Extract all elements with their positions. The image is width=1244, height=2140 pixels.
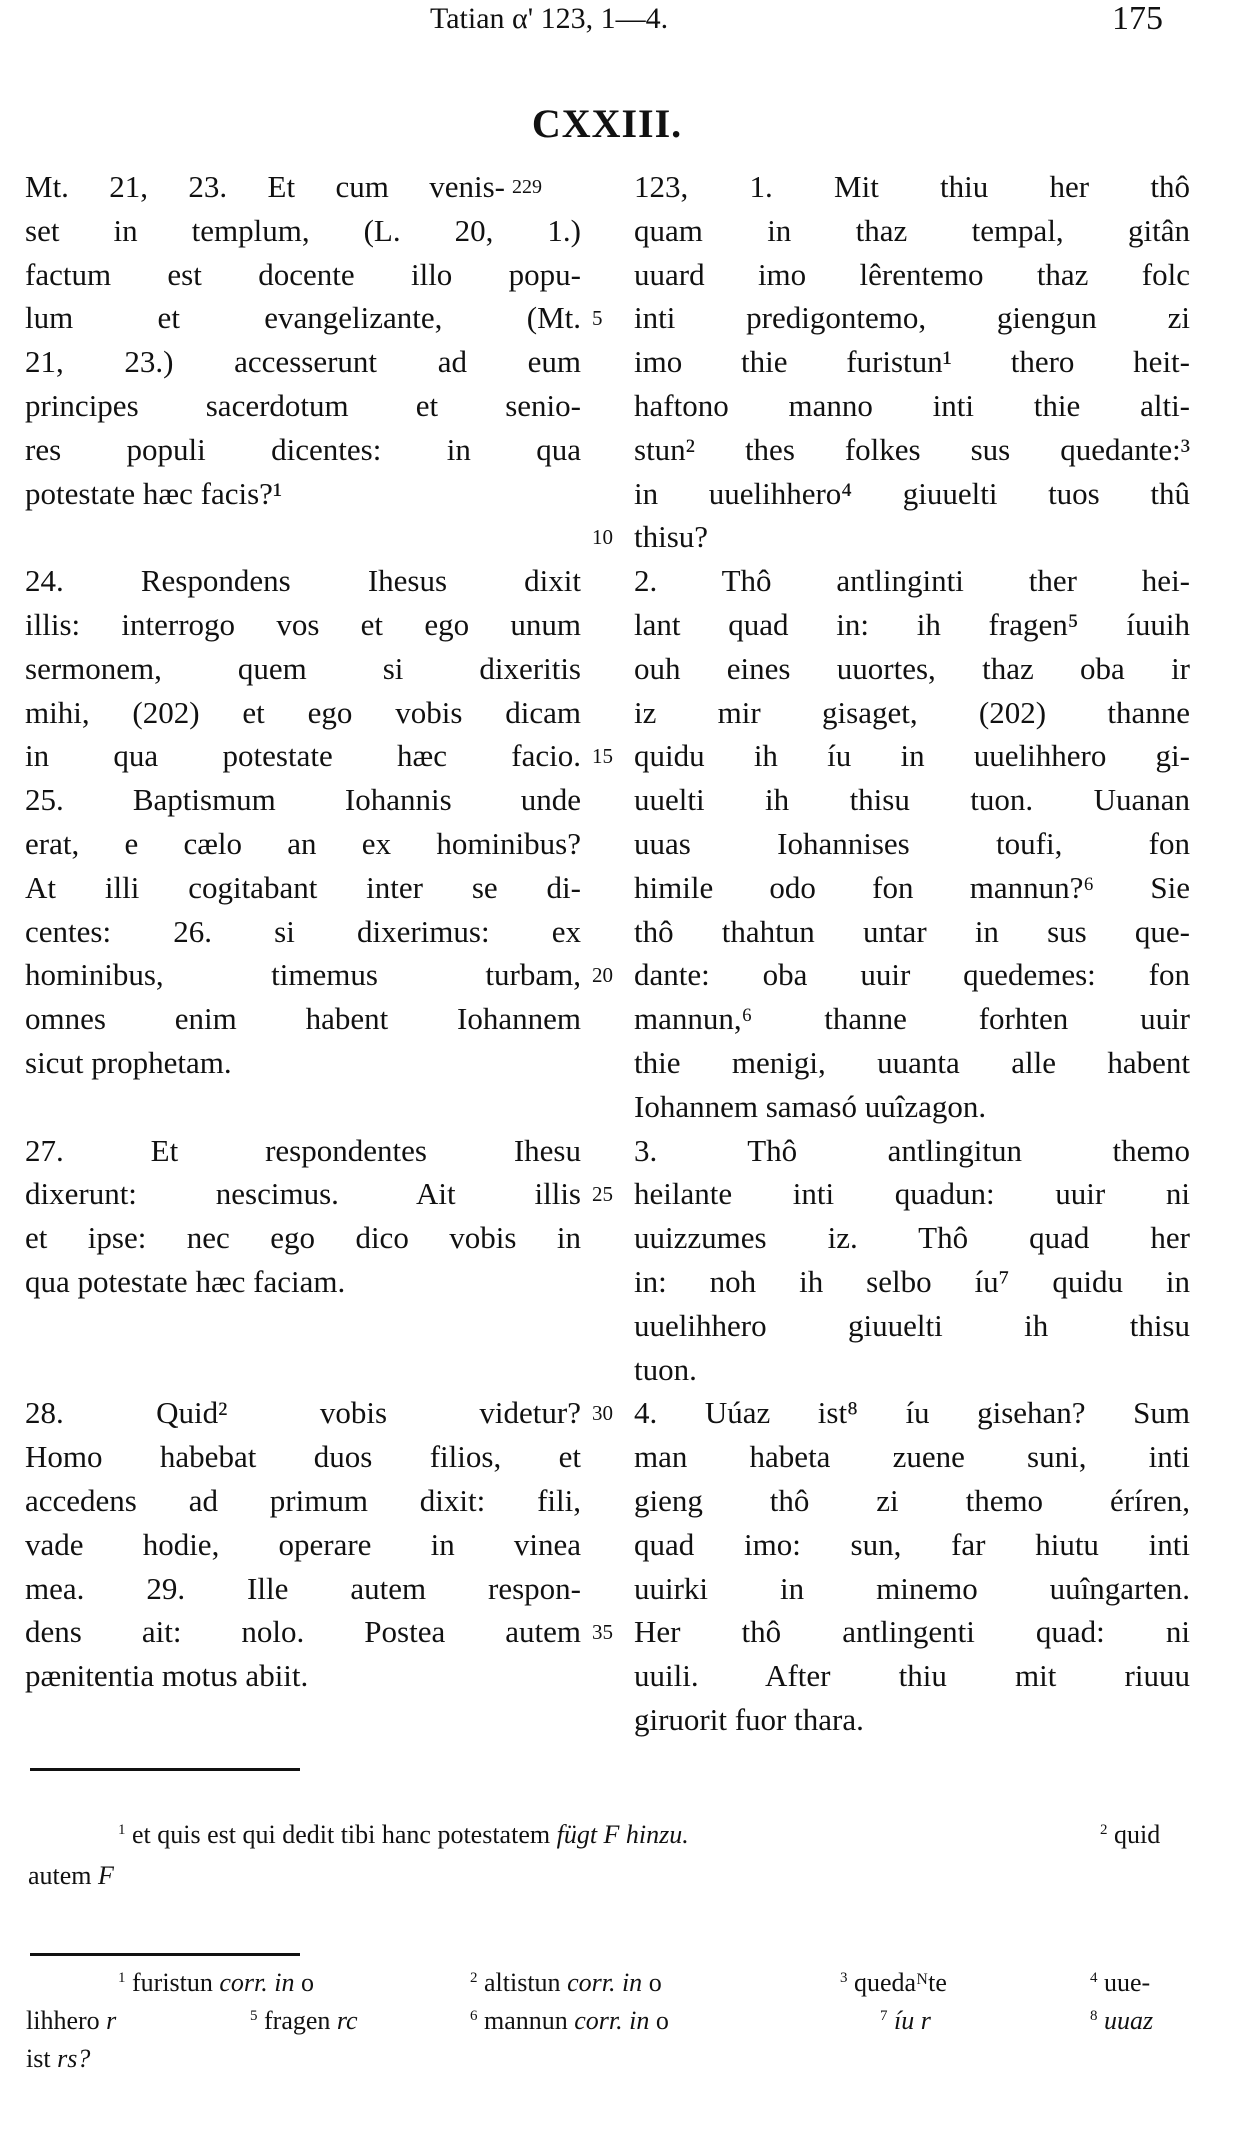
footnote-ohg xyxy=(840,1964,947,2002)
left-column-line: pænitentia motus abiit. xyxy=(25,1658,309,1694)
footnote-text: mannun xyxy=(484,2006,568,2035)
footnote-text: quedaᴺte xyxy=(854,1968,947,1997)
footnote-text: lihhero xyxy=(26,2006,100,2035)
footnote-ohg xyxy=(470,1964,662,2002)
right-column-line: 4. Uúaz ist⁸ íu gisehan? Sum xyxy=(634,1395,1190,1431)
left-column-line: 21, 23.) accesserunt ad eum xyxy=(25,344,581,380)
footnote-text: furistun xyxy=(132,1968,213,1997)
right-column-line: himile odo fon mannun?⁶ Sie xyxy=(634,869,1190,905)
left-column-line: 28. Quid² vobis videtur? xyxy=(25,1395,581,1431)
footnote-text: autem xyxy=(28,1861,92,1890)
footnote-latin-2-cont xyxy=(28,1857,114,1895)
left-column-line: lum et evangelizante, (Mt. xyxy=(25,300,581,336)
right-column-line: quad imo: sun, far hiutu inti xyxy=(634,1526,1190,1562)
footnote-rule xyxy=(30,1953,300,1956)
left-column-line: set in templum, (L. 20, 1.) xyxy=(25,212,581,248)
footnote-mark: 7 xyxy=(880,2008,888,2024)
footnote-text: et quis est qui dedit tibi hanc potestatem xyxy=(132,1820,551,1849)
right-column-line: imo thie furistun¹ thero heit- xyxy=(634,344,1190,380)
right-column-line: quidu ih íu in uuelihhero gi- xyxy=(634,738,1190,774)
footnote-text: uue- xyxy=(1104,1968,1151,1997)
left-column-line: omnes enim habent Iohannem xyxy=(25,1001,581,1037)
left-column-line: Mt. 21, 23. Et cum venis- xyxy=(25,169,505,204)
left-column-line: Homo habebat duos filios, et xyxy=(25,1439,581,1475)
left-column-line: sicut prophetam. xyxy=(25,1045,232,1080)
footnote-ohg xyxy=(470,2002,669,2040)
right-column-line: uuili. After thiu mit riuuu xyxy=(634,1658,1190,1694)
footnote-tail: o xyxy=(301,1968,315,1997)
right-column-line: heilante inti quadun: uuir ni xyxy=(634,1176,1190,1212)
right-column-line: uuirki in minemo uuîngarten. xyxy=(634,1570,1190,1606)
left-column-line: At illi cogitabant inter se di- xyxy=(25,869,581,905)
right-column-line: haftono manno inti thie alti- xyxy=(634,388,1190,423)
right-column-line: 3. Thô antlingitun themo xyxy=(634,1132,1190,1168)
margin-note: 229 xyxy=(512,176,542,198)
page-number: 175 xyxy=(1112,0,1163,37)
right-column-line: mannun,⁶ thanne forhten uuir xyxy=(634,1001,1190,1037)
right-column-line: quam in thaz tempal, gitân xyxy=(634,212,1190,248)
line-number: 25 xyxy=(592,1182,613,1207)
footnote-italic: corr. in xyxy=(567,1968,643,1997)
footnote-tail: o xyxy=(655,2006,669,2035)
footnote-text: ist xyxy=(26,2044,51,2073)
footnote-italic: rc xyxy=(336,2006,358,2035)
right-column-line: uuas Iohannises toufi, fon xyxy=(634,826,1190,861)
right-column-line: 2. Thô antlinginti ther hei- xyxy=(634,563,1190,599)
right-column-line: 123, 1. Mit thiu her thô xyxy=(634,169,1190,204)
footnote-mark: 1 xyxy=(118,1822,126,1838)
left-column-line: dixerunt: nescimus. Ait illis xyxy=(25,1176,581,1212)
right-column-line: gieng thô zi themo éríren, xyxy=(634,1483,1190,1518)
left-column-line: centes: 26. si dixerimus: ex xyxy=(25,913,581,949)
left-column-line: qua potestate hæc faciam. xyxy=(25,1264,346,1299)
right-column-line: dante: oba uuir quedemes: fon xyxy=(634,957,1190,993)
right-column-line: ouh eines uuortes, thaz oba ir xyxy=(634,650,1190,686)
footnote-italic: corr. in xyxy=(219,1968,295,1997)
line-number: 30 xyxy=(592,1401,613,1426)
right-column-line: uuizzumes iz. Thô quad her xyxy=(634,1220,1190,1256)
chapter-heading: CXXIII. xyxy=(531,101,683,146)
footnote-italic: fügt F hinzu. xyxy=(556,1820,689,1849)
left-column-line: sermonem, quem si dixeritis xyxy=(25,650,581,686)
footnote-text: fragen xyxy=(264,2006,331,2035)
left-column-line: mea. 29. Ille autem respon- xyxy=(25,1570,581,1606)
footnote-ohg xyxy=(880,2002,931,2040)
footnote-ohg xyxy=(250,2002,358,2040)
left-column-line: erat, e cælo an ex hominibus? xyxy=(25,826,581,861)
footnote-rule xyxy=(30,1768,300,1771)
right-column-line: uuelti ih thisu tuon. Uuanan xyxy=(634,782,1190,818)
footnote-tail: o xyxy=(648,1968,662,1997)
footnote-italic: F xyxy=(98,1861,114,1890)
footnote-ohg xyxy=(1090,1964,1150,2002)
left-column-line: dens ait: nolo. Postea autem xyxy=(25,1614,581,1650)
right-column-line: thô thahtun untar in sus que- xyxy=(634,913,1190,949)
left-column-line: et ipse: nec ego dico vobis in xyxy=(25,1220,581,1256)
footnote-italic: corr. in xyxy=(574,2006,650,2035)
right-column-line: lant quad in: ih fragen⁵ íuuih xyxy=(634,607,1190,642)
right-column-line: Iohannem samasó uuîzagon. xyxy=(634,1088,987,1124)
footnote-mark: 3 xyxy=(840,1970,848,1986)
line-number: 20 xyxy=(592,963,613,988)
right-column-line: in: noh ih selbo íu⁷ quidu in xyxy=(634,1264,1190,1299)
footnote-ohg xyxy=(118,1964,314,2002)
left-column-line: vade hodie, operare in vinea xyxy=(25,1526,581,1562)
footnote-latin-2 xyxy=(1100,1816,1160,1854)
running-title: Tatian α' 123, 1—4. xyxy=(430,2,669,35)
footnote-mark: 5 xyxy=(250,2008,258,2024)
right-column-line: inti predigontemo, giengun zi xyxy=(634,300,1190,336)
footnote-text: altistun xyxy=(484,1968,561,1997)
right-column-line: thie menigi, uuanta alle habent xyxy=(634,1045,1190,1080)
footnote-mark: 8 xyxy=(1090,2008,1098,2024)
left-column-line: factum est docente illo popu- xyxy=(25,256,581,292)
left-column-line: 25. Baptismum Iohannis unde xyxy=(25,782,581,818)
footnote-mark: 6 xyxy=(470,2008,478,2024)
footnote-mark: 1 xyxy=(118,1970,126,1986)
footnote-ohg xyxy=(26,2002,116,2040)
right-column-line: uuelihhero giuuelti ih thisu xyxy=(634,1307,1190,1343)
left-column-line: illis: interrogo vos et ego unum xyxy=(25,607,581,642)
footnote-text: quid xyxy=(1114,1820,1161,1849)
line-number: 5 xyxy=(592,306,603,331)
left-column-line: res populi dicentes: in qua xyxy=(25,431,581,467)
right-column-line: iz mir gisaget, (202) thanne xyxy=(634,694,1190,730)
footnote-italic: uuaz xyxy=(1104,2006,1154,2035)
right-column-line: stun² thes folkes sus quedante:³ xyxy=(634,431,1190,467)
right-column-line: thisu? xyxy=(634,519,709,555)
left-column-line: hominibus, timemus turbam, xyxy=(25,957,581,993)
footnote-mark: 4 xyxy=(1090,1970,1098,1986)
footnote-italic: íu r xyxy=(894,2006,931,2035)
line-number: 35 xyxy=(592,1620,613,1645)
right-column-line: tuon. xyxy=(634,1351,697,1387)
footnote-italic: rs? xyxy=(57,2044,91,2073)
footnote-mark: 2 xyxy=(1100,1822,1108,1838)
footnote-latin-1 xyxy=(118,1816,689,1854)
left-column-line: 27. Et respondentes Ihesu xyxy=(25,1132,581,1168)
left-column-line: accedens ad primum dixit: fili, xyxy=(25,1483,581,1518)
footnote-mark: 2 xyxy=(470,1970,478,1986)
left-column-line: 24. Respondens Ihesus dixit xyxy=(25,563,581,599)
footnote-ohg xyxy=(26,2040,90,2078)
left-column-line: potestate hæc facis?¹ xyxy=(25,475,283,511)
line-number: 10 xyxy=(592,525,613,550)
right-column-line: man habeta zuene suni, inti xyxy=(634,1439,1190,1475)
left-column-line: principes sacerdotum et senio- xyxy=(25,388,581,423)
right-column-line: uuard imo lêrentemo thaz folc xyxy=(634,256,1190,292)
footnote-ohg xyxy=(1090,2002,1153,2040)
line-number: 15 xyxy=(592,744,613,769)
right-column-line: in uuelihhero⁴ giuuelti tuos thû xyxy=(634,475,1190,511)
left-column-line: in qua potestate hæc facio. xyxy=(25,738,581,774)
right-column-line: giruorit fuor thara. xyxy=(634,1702,864,1737)
right-column-line: Her thô antlingenti quad: ni xyxy=(634,1614,1190,1650)
left-column-line: mihi, (202) et ego vobis dicam xyxy=(25,694,581,730)
footnote-italic: r xyxy=(106,2006,117,2035)
